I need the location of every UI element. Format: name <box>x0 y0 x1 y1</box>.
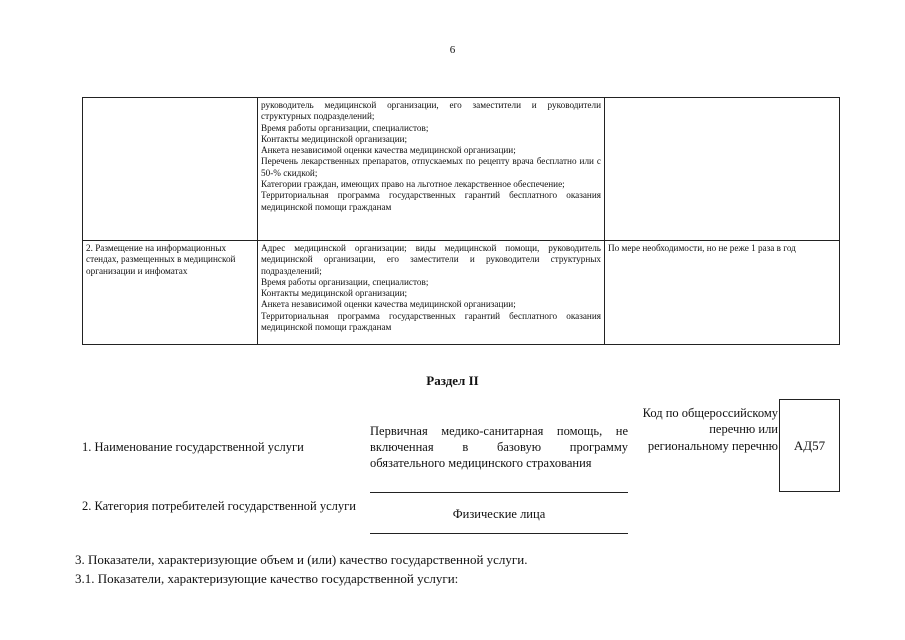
content-line: Анкета независимой оценки качества медицинской организации; <box>261 299 516 310</box>
content-line: Контакты медицинской организации; <box>261 133 408 144</box>
table-cell-method <box>83 98 258 241</box>
consumer-category-value: Физические лица <box>452 507 546 521</box>
table-cell-frequency: По мере необходимости, но не реже 1 раза в год <box>605 241 840 345</box>
content-line: Анкета независимой оценки качества медицинской организации; <box>261 145 516 156</box>
information-table <box>82 97 840 345</box>
consumer-category-label: 2. Категория потребителей государственной услуги <box>82 499 356 513</box>
content-line: руководитель медицинской организации, его заместители и руководители структурных подразделений; <box>261 100 601 122</box>
content-line: Время работы организации, специалистов; <box>261 122 429 133</box>
content-line: Контакты медицинской организации; <box>261 288 408 299</box>
table-cell-content <box>258 98 605 241</box>
code-label: Код по общероссийскому перечню или региональному перечню <box>642 406 778 453</box>
page-number: 6 <box>449 44 456 56</box>
content-line: Категории граждан, имеющих право на льготное лекарственное обеспечение; <box>261 179 565 190</box>
table-cell-frequency <box>605 98 840 241</box>
indicators-heading: 3. Показатели, характеризующие объем и (или) качество государственной услуги. <box>75 552 528 567</box>
content-line: Адрес медицинской организации; виды медицинской помощи, руководитель медицинской организации, его заместители и руководители структурных подразделений; <box>261 243 601 276</box>
service-name-value: Первичная медико-санитарная помощь, не включенная в базовую программу обязательного медицинского страхования <box>370 424 628 470</box>
content-line: Территориальная программа государственных гарантий бесплатного оказания медицинской помощи гражданам <box>261 190 601 212</box>
content-line: Перечень лекарственных препаратов, отпускаемых по рецепту врача бесплатно или с 50-% скидкой; <box>261 156 601 178</box>
table-row <box>83 98 840 241</box>
service-name-label: 1. Наименование государственной услуги <box>82 440 304 454</box>
section-title: Раздел II <box>426 373 479 388</box>
code-box <box>779 399 840 492</box>
service-name-underline <box>370 492 628 493</box>
consumer-category-underline <box>370 533 628 534</box>
table-cell-method: 2. Размещение на информационных стендах, размещенных в медицинской организации и инфоматах <box>83 241 258 345</box>
table-cell-content <box>258 241 605 345</box>
content-line: Время работы организации, специалистов; <box>261 276 429 287</box>
quality-indicators-heading: 3.1. Показатели, характеризующие качество государственной услуги: <box>75 571 459 586</box>
table-row <box>83 241 840 345</box>
content-line: Территориальная программа государственных гарантий бесплатного оказания медицинской помощи гражданам <box>261 310 601 333</box>
code-value: АД57 <box>793 437 826 453</box>
